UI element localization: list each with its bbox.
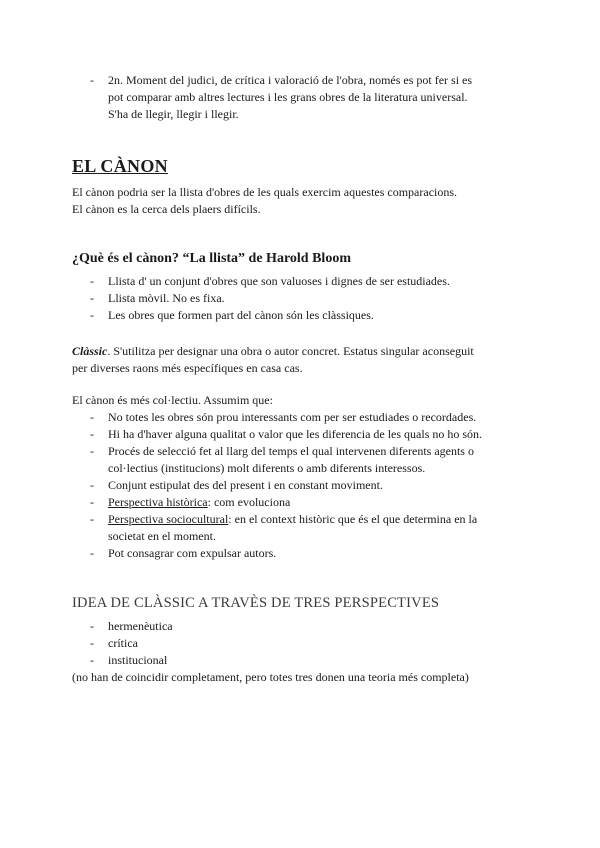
list-item: - Perspectiva sociocultural: en el context històric que és el que determina en la societat en el moment. [90, 512, 478, 543]
dash-bullet: - [90, 478, 94, 492]
historic-perspective-term: Perspectiva històrica [108, 495, 208, 509]
classic-definition [72, 343, 542, 377]
dash-bullet: - [90, 291, 94, 305]
list-item: - crítica [90, 636, 138, 650]
dash-bullet: - [90, 546, 94, 560]
collective-list [90, 409, 540, 562]
list-item: - Hi ha d'haver alguna qualitat o valor que les diferencia de les quals no ho són. [90, 427, 483, 441]
dash-bullet: - [90, 444, 94, 458]
classic-def-line-2: per diverses raons més específiques en casa cas. [72, 361, 303, 375]
intro-line-3: S'ha de llegir, llegir i llegir. [108, 107, 239, 121]
list-item: - hermenèutica [90, 619, 173, 633]
dash-bullet: - [90, 495, 94, 509]
classic-term: Clàssic [72, 344, 108, 358]
dash-bullet: - [90, 308, 94, 322]
section-heading-ideas: IDEA DE CLÀSSIC A TRAVÈS DE TRES PERSPECTIVES [72, 595, 440, 611]
list-item: - No totes les obres són prou interessants com per ser estudiades o recordades. [90, 410, 477, 424]
list-item: - Perspectiva històrica: com evoluciona [90, 495, 291, 509]
ideas-note: (no han de coincidir completament, pero totes tres donen una teoria més completa) [72, 670, 469, 684]
section-heading-list: ¿Què és el cànon? “La llista” de Harold Bloom [72, 251, 351, 266]
canon-para-1: El cànon podria ser la llista d'obres de les quals exercim aquestes comparacions. [72, 185, 458, 199]
dash-bullet: - [90, 653, 94, 667]
dash-bullet: - [90, 427, 94, 441]
collective-intro: El cànon és més col·lectiu. Assumim que: [72, 393, 273, 407]
list-item: - Pot consagrar com expulsar autors. [90, 546, 277, 560]
dash-bullet: - [90, 636, 94, 650]
list-item: - Llista d' un conjunt d'obres que son valuoses i dignes de ser estudiades. [90, 274, 450, 288]
section-heading-canon: EL CÀNON [72, 156, 168, 176]
classic-def-line-1: Clàssic. S'utilitza per designar una obra o autor concret. Estatus singular aconseguit [72, 344, 474, 358]
dash-bullet: - [90, 73, 94, 87]
list-item [90, 72, 530, 123]
dash-bullet: - [90, 274, 94, 288]
list-item: - Procés de selecció fet al llarg del temps el qual intervenen diferents agents o col·lectius (institucions) molt diferents o amb diferents interessos. [90, 444, 474, 475]
intro-line-2: pot comparar amb altres lectures i les grans obres de la literatura universal. [108, 90, 468, 104]
collective-section [72, 392, 542, 409]
dash-bullet: - [90, 410, 94, 424]
list-item: - institucional [90, 653, 168, 667]
dash-bullet: - [90, 512, 94, 526]
list-item: - Les obres que formen part del cànon són les clàssiques. [90, 308, 374, 322]
canon-paragraph [72, 184, 542, 218]
sociocultural-perspective-term: Perspectiva sociocultural [108, 512, 229, 526]
canon-para-2: El cànon es la cerca dels plaers difícils. [72, 202, 261, 216]
ideas-list [90, 618, 530, 669]
intro-line-1: 2n. Moment del judici, de crítica i valoració de l'obra, només es pot fer si es [108, 73, 473, 87]
dash-bullet: - [90, 619, 94, 633]
list-item: - Conjunt estipulat des del present i en constant moviment. [90, 478, 383, 492]
bloom-list [90, 273, 530, 324]
intro-list [90, 72, 530, 123]
list-item: - Llista mòvil. No es fixa. [90, 291, 225, 305]
